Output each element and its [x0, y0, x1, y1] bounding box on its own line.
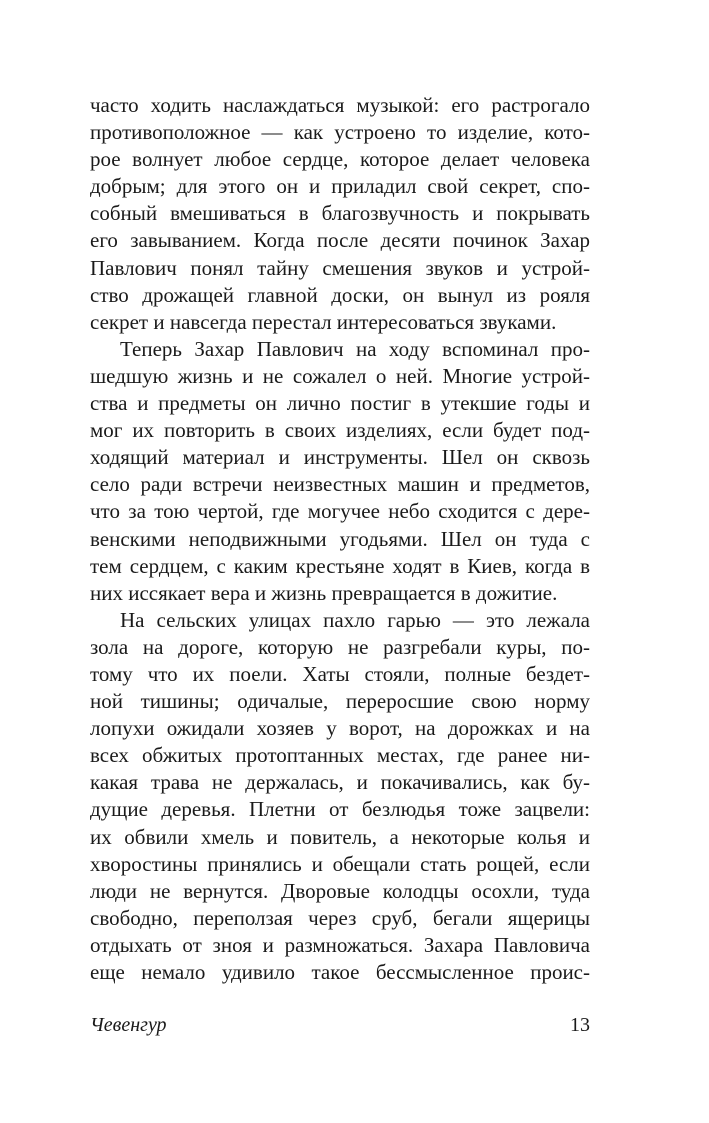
- text-line: какая трава не держалась, и покачивались, как бу-: [90, 770, 590, 795]
- text-line: Теперь Захар Павлович на ходу вспоминал про-: [120, 336, 590, 361]
- text-line: люди не вернутся. Дворовые колодцы осохли, туда: [90, 878, 590, 903]
- text-line: ной тишины; одичалые, переросшие свою норму: [90, 689, 590, 714]
- text-line: ство дрожащей главной доски, он вынул из рояля: [90, 282, 590, 307]
- text-line: дущие деревья. Плетни от безлюдья тоже зацвели:: [90, 797, 590, 822]
- text-line: шедшую жизнь и не сожалел о ней. Многие устрой-: [90, 363, 590, 388]
- paragraph: [90, 92, 590, 336]
- text-line: На сельских улицах пахло гарью — это лежала: [120, 607, 590, 632]
- page-number: 13: [570, 1014, 590, 1036]
- text-line: секрет и навсегда перестал интересоваться звуками.: [90, 309, 557, 334]
- text-line: их обвили хмель и повитель, а некоторые колья и: [90, 824, 590, 849]
- text-line: отдыхать от зноя и размножаться. Захара Павловича: [90, 932, 590, 957]
- paragraph: [90, 607, 590, 986]
- text-line: село ради встречи неизвестных машин и предметов,: [90, 472, 590, 497]
- page-body: [90, 92, 590, 986]
- text-line: его завыванием. Когда после десяти починок Захар: [90, 228, 590, 253]
- text-line: венскими неподвижными угодьями. Шел он туда с: [90, 526, 590, 551]
- text-line: них иссякает вера и жизнь превращается в дожитие.: [90, 580, 558, 605]
- text-line: хворостины принялись и обещали стать рощей, если: [90, 851, 590, 876]
- text-line: что за тою чертой, где могучее небо сходится с дере-: [90, 499, 590, 524]
- text-line: ходящий материал и инструменты. Шел он сквозь: [90, 445, 590, 470]
- text-line: собный вмешиваться в благозвучность и покрывать: [90, 201, 590, 226]
- text-line: свободно, переползая через сруб, бегали ящерицы: [90, 905, 590, 930]
- text-line: лопухи ожидали хозяев у ворот, на дорожках и на: [90, 716, 590, 741]
- text-line: всех обжитых протоптанных местах, где ранее ни-: [90, 743, 590, 768]
- text-line: часто ходить наслаждаться музыкой: его растрогало: [90, 93, 590, 117]
- text-line: добрым; для этого он и приладил свой секрет, спо-: [90, 174, 590, 199]
- page-footer: [90, 1014, 590, 1044]
- text-line: Павлович понял тайну смешения звуков и устрой-: [90, 255, 590, 280]
- running-title: Чевенгур: [90, 1014, 167, 1036]
- text-line: мог их повторить в своих изделиях, если будет под-: [90, 418, 590, 443]
- text-line: ства и предметы он лично постиг в утекшие годы и: [90, 391, 590, 416]
- text-line: тем сердцем, с каким крестьяне ходят в Киев, когда в: [90, 553, 590, 578]
- text-line: рое волнует любое сердце, которое делает человека: [90, 147, 590, 172]
- paragraph: [90, 336, 590, 607]
- text-line: зола на дороге, которую не разгребали куры, по-: [90, 634, 590, 659]
- text-line: еще немало удивило такое бессмысленное проис-: [90, 960, 590, 984]
- text-line: тому что их поели. Хаты стояли, полные бездет-: [90, 661, 590, 686]
- text-line: противоположное — как устроено то изделие, кото-: [90, 120, 590, 145]
